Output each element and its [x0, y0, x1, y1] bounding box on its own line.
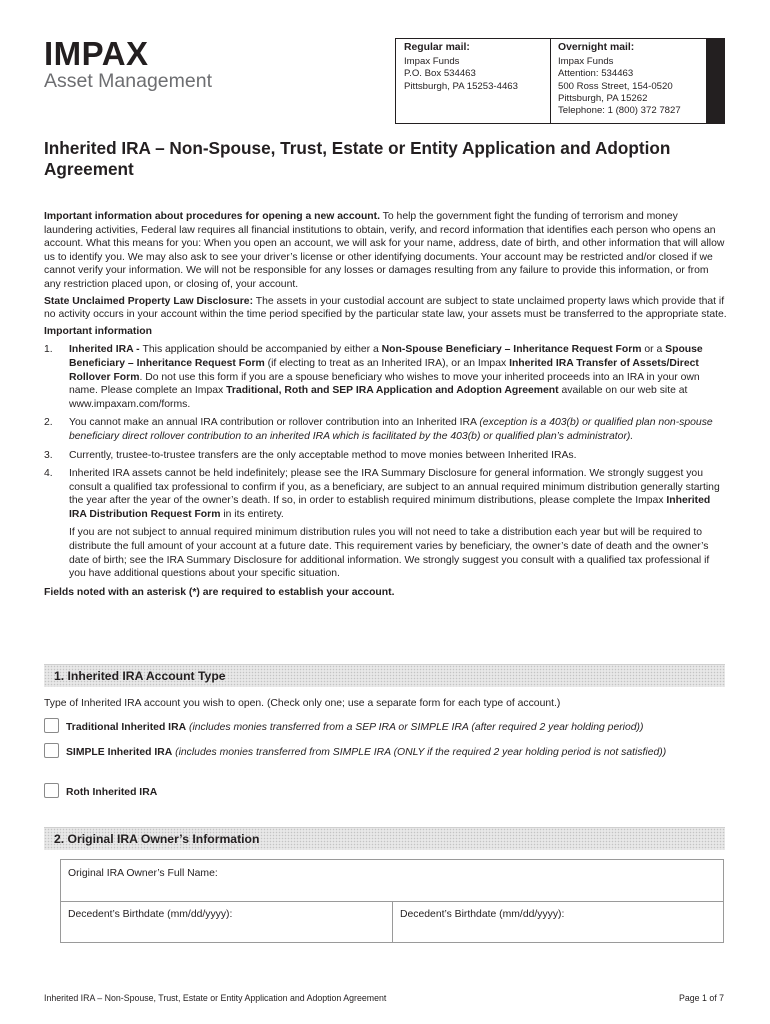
owner-info-form — [60, 859, 724, 943]
important-list — [44, 343, 727, 581]
item-text: If you are not subject to annual required minimum distribution rules you will not need to take a distribution each year but will be required to distribute the full amount of your account at a future date. This requirement varies by beneficiary, the owner’s date of death and the owner’s date of birth; see the IRA Summary Disclosure for additional information. We strongly suggest you consult with a qualified tax professional if you have additional questions about your specific situation. — [69, 527, 710, 580]
overnight-mail-box — [550, 38, 707, 124]
list-item-number: 1. — [44, 344, 53, 356]
item-text-bold: Inherited IRA Transfer of Assets/Direct Rollover Form — [69, 357, 699, 383]
important-heading: Important information — [44, 325, 152, 337]
option-traditional — [66, 721, 726, 735]
item-text: Currently, trustee-to-trustee transfers are the only acceptable method to move monies between Inherited IRAs. — [69, 449, 577, 461]
item-text-bold: Traditional, Roth and SEP IRA Application and Adoption Agreement — [226, 385, 559, 397]
mailing-addresses — [395, 38, 725, 124]
unclaimed-paragraph — [44, 295, 727, 322]
section-heading: 2. Original IRA Owner’s Information — [54, 832, 260, 846]
information-body — [44, 210, 727, 599]
item-text: . Do not use this form if you are a spouse beneficiary who wishes to move your inherited proceeds into an IRA in your own name. Please complete an Impax — [69, 371, 700, 397]
account-type-instruction: Type of Inherited IRA account you wish to open. (Check only one; use a separate form for each type of account.) — [44, 698, 561, 709]
item-text: You cannot make an annual IRA contribution or rollover contribution into an Inherited IRA — [69, 417, 480, 429]
decedent-birthdate-field-right[interactable] — [393, 902, 724, 943]
owner-full-name-field[interactable] — [61, 860, 723, 902]
option-label: Traditional Inherited IRA — [66, 722, 187, 733]
regular-mail-line: Pittsburgh, PA 15253-4463 — [404, 80, 518, 92]
list-item — [44, 416, 727, 443]
unclaimed-lead: State Unclaimed Property Law Disclosure: — [44, 295, 254, 307]
item-text: This application should be accompanied by either a — [142, 344, 382, 356]
regular-mail-box — [395, 38, 550, 124]
item-text-italic: (exception is a 403(b) or qualified plan non-spouse beneficiary direct rollover contribution to an inherited IRA which is facilitated by the 403(b) or qualified plan’s administrator). — [69, 417, 713, 442]
item-text: (if electing to treat as an Inherited IRA), or an Impax — [264, 357, 510, 369]
owner-full-name-label: Original IRA Owner’s Full Name: — [68, 868, 218, 879]
overnight-mail-line: Pittsburgh, PA 15262 — [558, 92, 648, 104]
roth-inherited-ira-checkbox[interactable] — [44, 783, 59, 798]
option-roth — [66, 786, 726, 800]
overnight-mail-line: Impax Funds — [558, 56, 614, 68]
section-header-account-type — [44, 664, 725, 687]
option-note: (includes monies transferred from a SEP IRA or SIMPLE IRA (after required 2 year holding period)) — [186, 722, 644, 733]
item-text-bold: Spouse Beneficiary – Inheritance Request Form — [69, 344, 703, 369]
traditional-inherited-ira-checkbox[interactable] — [44, 718, 59, 733]
item-text: or a — [641, 344, 666, 356]
intro-text: To help the government fight the funding of terrorism and money laundering activities, Federal law requires all financial institutions to obtain, verify, and record information that identifies each person who opens an account. What this means for you: When you open an account, we will ask for your name, address, date of birth, and other information that will allow us to identify you. We may also ask to see your driver’s license or other identifying documents. Your account may be restricted and/or closed if we cannot verify your information. We will not be responsible for any losses or damages resulting from any failure to provide this information, or from any restriction placed upon, or closing of, your account. — [44, 211, 725, 290]
logo-subtitle: Asset Management — [44, 70, 213, 92]
list-item-number: 2. — [44, 417, 53, 429]
option-note: (includes monies transferred from SIMPLE IRA (ONLY if the required 2 year holding period is not satisfied)) — [172, 747, 667, 758]
impax-logo — [44, 36, 274, 96]
mail-side-bar — [707, 38, 725, 124]
section-heading: 1. Inherited IRA Account Type — [54, 669, 226, 683]
decedent-birthdate-field-left[interactable] — [61, 902, 392, 943]
birthdate-label-right: Decedent’s Birthdate (mm/dd/yyyy): — [400, 909, 565, 920]
intro-paragraph — [44, 210, 727, 292]
page-number: Page 1 of 7 — [679, 993, 724, 1003]
overnight-mail-line: Attention: 534463 — [558, 68, 634, 80]
item-text-bold: Inherited IRA - — [69, 344, 143, 356]
birthdate-label-left: Decedent’s Birthdate (mm/dd/yyyy): — [68, 909, 233, 920]
item-text-bold: Inherited IRA Distribution Request Form — [69, 495, 711, 520]
simple-inherited-ira-checkbox[interactable] — [44, 743, 59, 758]
regular-mail-heading: Regular mail: — [404, 42, 470, 53]
page-title: Inherited IRA – Non-Spouse, Trust, Estate or Entity Application and Adoption Agreement — [44, 138, 671, 179]
item-text: available on our web site at www.impaxam.com/forms. — [69, 385, 688, 410]
section-header-owner-info — [44, 827, 725, 850]
item-text: in its entirety. — [220, 508, 284, 520]
list-item — [44, 467, 727, 581]
list-item — [44, 449, 727, 463]
item-text: Inherited IRA assets cannot be held indefinitely; please see the IRA Summary Disclosure for general information. We strongly suggest you consult a qualified tax professional to confirm if you, as a beneficiary, are subject to an annual required minimum distribution generally starting the year after the year of the owner’s death. If so, in order to establish required minimum distributions, please complete the Impax — [69, 468, 720, 507]
list-item-number: 3. — [44, 449, 53, 461]
logo-wordmark: IMPAX — [44, 35, 149, 72]
footer-title: Inherited IRA – Non-Spouse, Trust, Estate or Entity Application and Adoption Agreement — [44, 993, 387, 1003]
required-fields-note: Fields noted with an asterisk (*) are required to establish your account. — [44, 586, 395, 598]
list-item-number: 4. — [44, 468, 53, 480]
overnight-mail-heading: Overnight mail: — [558, 42, 635, 53]
overnight-mail-line: Telephone: 1 (800) 372 7827 — [558, 105, 681, 117]
unclaimed-text: The assets in your custodial account are subject to state unclaimed property laws which provide that if no activity occurs in your account within the time period specified by the particular state law, your assets must be transferred to the appropriate state. — [44, 295, 727, 321]
option-label: SIMPLE Inherited IRA — [66, 747, 173, 758]
option-simple — [66, 746, 686, 760]
option-label: Roth Inherited IRA — [66, 787, 158, 798]
regular-mail-line: Impax Funds — [404, 56, 460, 68]
intro-lead: Important information about procedures for opening a new account. — [44, 211, 380, 222]
regular-mail-line: P.O. Box 534463 — [404, 68, 476, 80]
list-item — [44, 343, 727, 411]
item-text-bold: Non-Spouse Beneficiary – Inheritance Request Form — [381, 344, 642, 356]
overnight-mail-line: 500 Ross Street, 154-0520 — [558, 80, 673, 92]
